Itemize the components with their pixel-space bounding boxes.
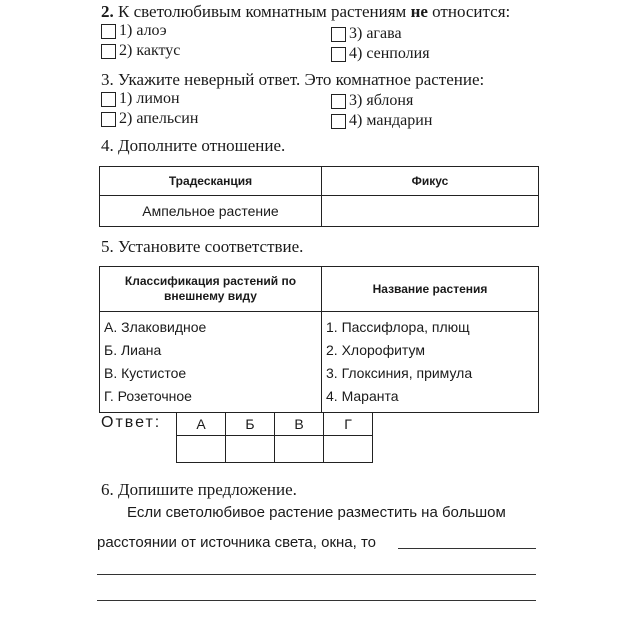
q2-text-bold: не [410, 2, 428, 21]
list-item: 3. Глоксиния, примула [326, 365, 473, 381]
q2-text-before: К светолюбивым комнатным растениям [118, 2, 407, 21]
list-item: 2. Хлорофитум [326, 342, 425, 358]
matching-header-1: Классификация растений по внешнему виду [100, 267, 322, 312]
relation-header-1: Традесканция [100, 167, 322, 196]
answer-cell-b[interactable] [226, 436, 275, 463]
answer-cell-v[interactable] [275, 436, 324, 463]
q3-option-3[interactable]: 3) яблоня [331, 92, 413, 110]
q3-title: 3. Укажите неверный ответ. Это комнатное растение: [101, 70, 485, 89]
list-item: Г. Розеточное [104, 388, 192, 404]
answer-blank-line[interactable] [398, 548, 536, 549]
matching-table [99, 266, 539, 413]
q2-text-after: относится: [432, 2, 511, 21]
q3-option-4[interactable]: 4) мандарин [331, 112, 432, 130]
checkbox[interactable] [101, 44, 116, 59]
answer-grid [176, 412, 373, 463]
plant-names-list [322, 312, 539, 413]
checkbox[interactable] [331, 27, 346, 42]
list-item: 4. Маранта [326, 388, 399, 404]
q2-title [101, 2, 510, 22]
checkbox[interactable] [101, 24, 116, 39]
checkbox[interactable] [331, 47, 346, 62]
q5-title: 5. Установите соответствие. [101, 237, 304, 256]
q4-title: 4. Дополните отношение. [101, 136, 286, 155]
relation-header-2: Фикус [322, 167, 539, 196]
list-item: А. Злаковидное [104, 319, 207, 335]
checkbox[interactable] [101, 92, 116, 107]
list-item: 1. Пассифлора, плющ [326, 319, 470, 335]
q6-sentence-line-1: Если светолюбивое растение разместить на большом [127, 504, 506, 521]
q6-title: 6. Допишите предложение. [101, 480, 297, 499]
q3-option-2[interactable]: 2) апельсин [101, 110, 198, 128]
relation-cell-1: Ампельное растение [100, 196, 322, 227]
checkbox[interactable] [101, 112, 116, 127]
list-item: Б. Лиана [104, 342, 162, 358]
answer-letter-a: А [177, 413, 226, 436]
answer-letter-g: Г [324, 413, 373, 436]
matching-header-2: Название растения [322, 267, 539, 312]
answer-blank-line[interactable] [97, 574, 536, 575]
q2-option-4[interactable]: 4) сенполия [331, 45, 430, 63]
answer-cell-g[interactable] [324, 436, 373, 463]
checkbox[interactable] [331, 94, 346, 109]
answer-cell-a[interactable] [177, 436, 226, 463]
relation-table [99, 166, 539, 227]
q2-option-1[interactable]: 1) алоэ [101, 22, 167, 40]
answer-label: Ответ: [101, 414, 162, 431]
answer-letter-b: Б [226, 413, 275, 436]
relation-cell-2-answer[interactable] [322, 196, 539, 227]
answer-letter-v: В [275, 413, 324, 436]
q2-option-3[interactable]: 3) агава [331, 25, 402, 43]
checkbox[interactable] [331, 114, 346, 129]
q6-sentence-line-2: расстоянии от источника света, окна, то [97, 534, 377, 551]
answer-blank-line[interactable] [97, 600, 536, 601]
list-item: В. Кустистое [104, 365, 187, 381]
classification-list [100, 312, 322, 413]
q3-option-1[interactable]: 1) лимон [101, 90, 180, 108]
q2-option-2[interactable]: 2) кактус [101, 42, 180, 60]
q2-number: 2. [101, 2, 114, 21]
